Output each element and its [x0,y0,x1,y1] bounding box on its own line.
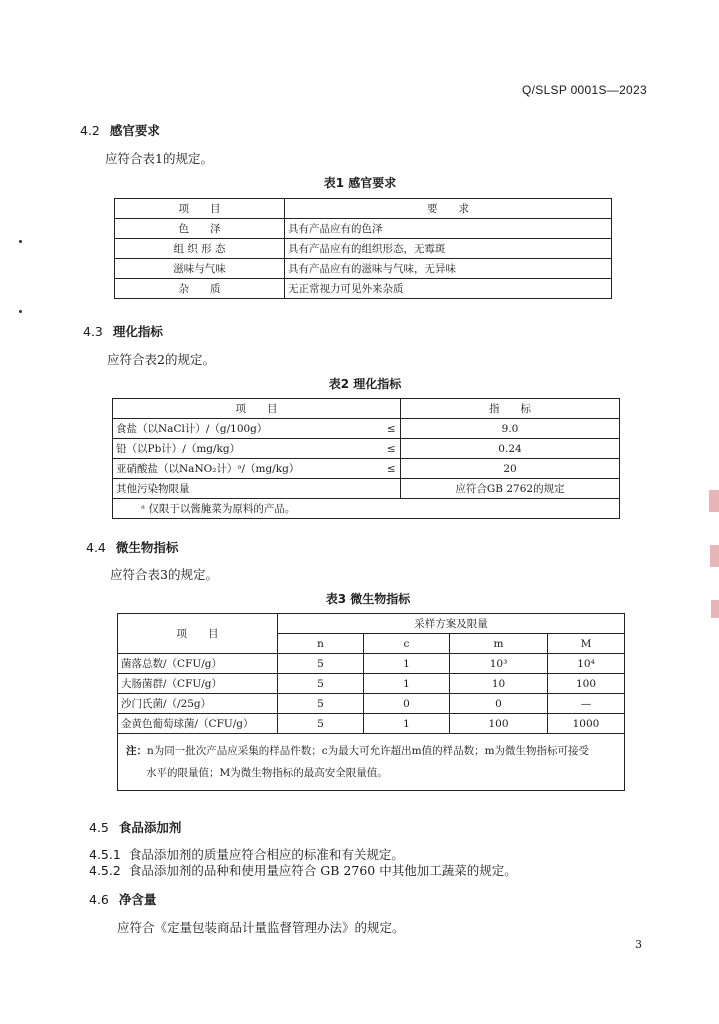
table-note [118,734,625,791]
table-header-row [118,614,625,634]
section-4-6-heading [89,890,156,908]
section-title: 微生物指标 [115,540,179,555]
section-4-2-text: 应符合表1的规定。 [105,151,213,166]
table-header-cell: 项 目 [118,614,278,654]
table-cell-operator: ≤ [383,419,401,439]
table-cell: — [548,694,625,714]
table-header-cell: M [548,634,625,654]
table-row [113,419,620,439]
table-cell: 1000 [548,714,625,734]
section-number: 4.6 [89,892,109,907]
table-cell: 0 [450,694,548,714]
clause-4-5-2 [89,861,517,879]
table-row [115,239,612,259]
section-number: 4.4 [86,540,106,555]
seal-mark-fragment [709,490,719,512]
clause-text: 食品添加剂的质量应符合相应的标准和有关规定。 [128,847,404,862]
table-cell: 0.24 [401,439,620,459]
clause-number: 4.5.2 [89,863,121,878]
table-cell-operator: ≤ [383,439,401,459]
note-line-1: n为同一批次产品应采集的样品件数；c为最大可允许超出m值的样品数；m为微生物指标可接受 [147,745,590,757]
table-header-cell: c [364,634,450,654]
table-cell: 食盐（以NaCl计）/（g/100g） [113,419,383,439]
section-number: 4.5 [89,820,109,835]
table-cell: 金黄色葡萄球菌/（CFU/g） [118,714,278,734]
table-row [113,479,620,499]
scan-dot [19,240,22,243]
table-cell: 10⁴ [548,654,625,674]
table-footnote: ᵃ 仅限于以酱腌菜为原料的产品。 [113,499,620,519]
table-header-cell: 项 目 [115,199,285,219]
seal-mark-fragment [710,545,719,567]
section-title: 净含量 [118,892,157,907]
table-row [115,259,612,279]
table-header-group: 采样方案及限量 [278,614,625,634]
table-cell: 5 [278,674,364,694]
table-cell: 铅（以Pb计）/（mg/kg） [113,439,383,459]
table-cell: 组 织 形 态 [115,239,285,259]
table-row [118,654,625,674]
table2-caption: 表2 理化指标 [328,377,402,391]
table-row [113,439,620,459]
section-4-5-heading [89,818,181,836]
page-number: 3 [635,938,642,951]
table-cell: 色 泽 [115,219,285,239]
table-cell: 1 [364,654,450,674]
table-row [115,279,612,299]
table-cell: 100 [548,674,625,694]
table-header-row [115,199,612,219]
table-cell: 5 [278,714,364,734]
table-cell: 10 [450,674,548,694]
section-4-4-heading [86,538,178,556]
table-cell: 1 [364,714,450,734]
table-cell: 沙门氏菌/（/25g） [118,694,278,714]
section-number: 4.2 [80,123,100,138]
note-line-2: 水平的限量值；M为微生物指标的最高安全限量值。 [146,767,388,779]
table-cell: 其他污染物限量 [113,479,383,499]
section-4-4-text: 应符合表3的规定。 [110,567,218,582]
table-cell-operator: ≤ [383,459,401,479]
microbiological-table [117,613,625,791]
table1-caption: 表1 感官要求 [323,176,397,190]
seal-mark-fragment [711,600,719,618]
scan-dot [19,310,22,313]
table-cell: 具有产品应有的滋味与气味，无异味 [285,259,612,279]
table-cell: 5 [278,654,364,674]
table-cell: 菌落总数/（CFU/g） [118,654,278,674]
table-header-row [113,399,620,419]
section-title: 食品添加剂 [118,820,182,835]
table-row [118,714,625,734]
table-header-cell: 指 标 [401,399,620,419]
sensory-table [114,198,612,299]
section-number: 4.3 [83,324,103,339]
table-header-cell: n [278,634,364,654]
clause-text: 食品添加剂的品种和使用量应符合 GB 2760 中其他加工蔬菜的规定。 [128,863,517,878]
section-title: 理化指标 [112,324,163,339]
table-header-cell: m [450,634,548,654]
section-4-3-text: 应符合表2的规定。 [107,352,215,367]
clause-number: 4.5.1 [89,847,121,862]
table-row [113,459,620,479]
table-cell: 大肠菌群/（CFU/g） [118,674,278,694]
table-row [118,674,625,694]
table-cell-operator [383,479,401,499]
section-4-6-text: 应符合《定量包装商品计量监督管理办法》的规定。 [117,920,405,935]
table-cell: 无正常视力可见外来杂质 [285,279,612,299]
table-cell: 20 [401,459,620,479]
table-note-row [118,734,625,791]
table-cell: 亚硝酸盐（以NaNO₂计）ᵃ/（mg/kg） [113,459,383,479]
table-cell: 杂 质 [115,279,285,299]
table-row [115,219,612,239]
table-cell: 10³ [450,654,548,674]
section-4-3-heading [83,322,163,340]
table-cell: 1 [364,674,450,694]
table-cell: 具有产品应有的色泽 [285,219,612,239]
physicochemical-table [112,398,620,519]
table3-caption: 表3 微生物指标 [325,592,411,606]
table-cell: 9.0 [401,419,620,439]
table-header-cell: 要 求 [285,199,612,219]
table-cell: 应符合GB 2762的规定 [401,479,620,499]
table-cell: 5 [278,694,364,714]
section-title: 感官要求 [109,123,160,138]
table-header-cell: 项 目 [113,399,401,419]
table-footnote-row [113,499,620,519]
table-cell: 具有产品应有的组织形态，无霉斑 [285,239,612,259]
table-cell: 100 [450,714,548,734]
table-cell: 滋味与气味 [115,259,285,279]
section-4-2-heading [80,121,160,139]
table-cell: 0 [364,694,450,714]
table-row [118,694,625,714]
document-code: Q/SLSP 0001S—2023 [522,83,647,97]
note-label: 注： [126,745,147,757]
